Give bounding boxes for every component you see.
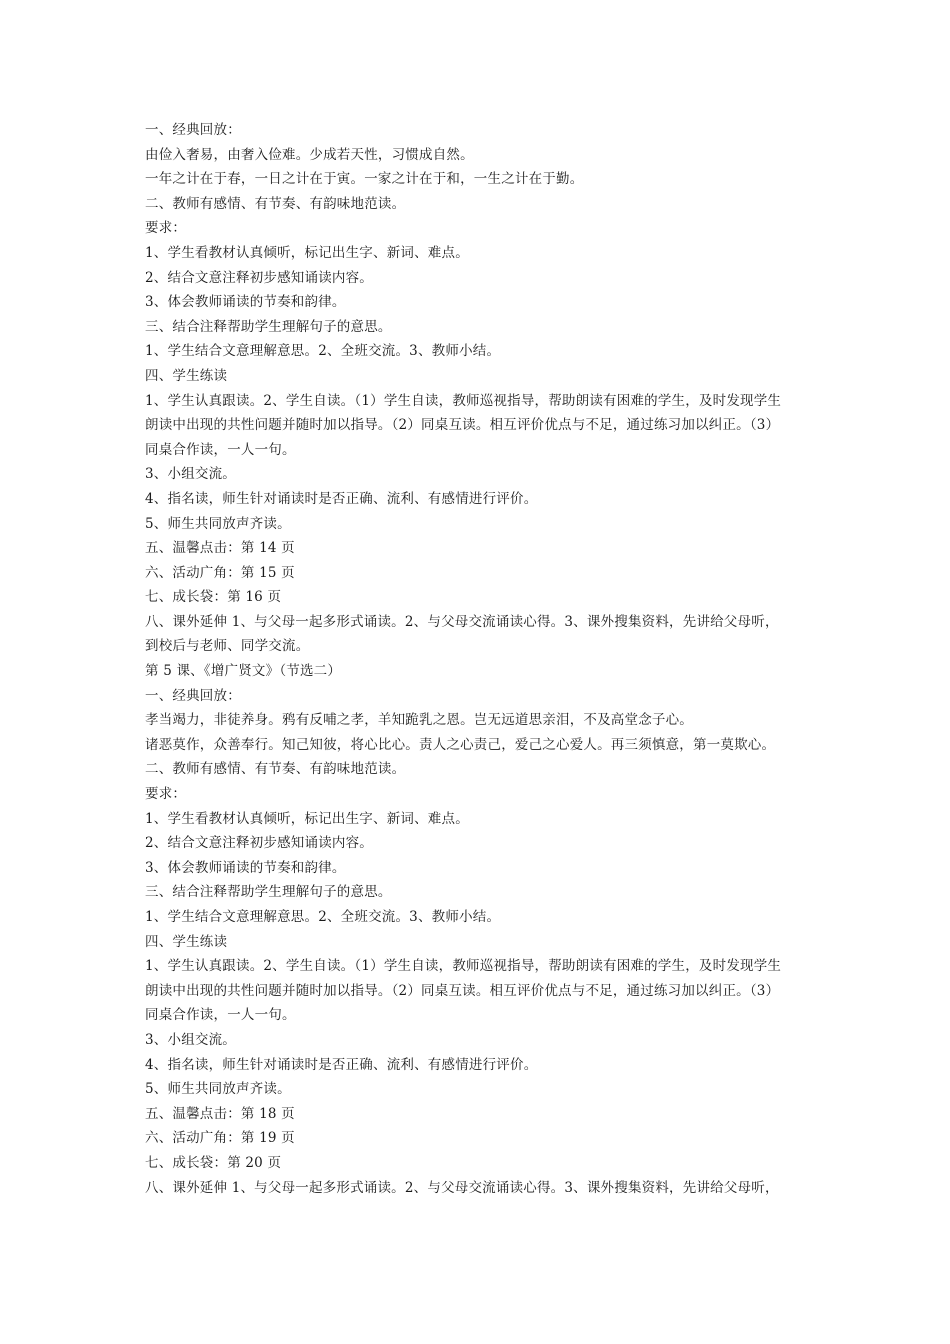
text-line: 一、经典回放：	[145, 687, 241, 704]
text-line: 一、经典回放：	[145, 122, 241, 138]
text-line: 1、学生结合文意理解意思。2、全班交流。3、教师小结。	[145, 343, 501, 360]
text-line: 七、成长袋：第 20 页	[145, 1154, 282, 1171]
text-line: 六、活动广角：第 15 页	[145, 564, 295, 581]
text-line: 5、师生共同放声齐读。	[145, 515, 291, 532]
text-line: 五、温馨点击：第 14 页	[145, 540, 295, 557]
text-line: 四、学生练读	[145, 367, 228, 384]
text-line: 要求：	[145, 220, 187, 237]
text-line: 到校后与老师、同学交流。	[145, 638, 310, 655]
text-line: 1、学生看教材认真倾听，标记出生字、新词、难点。	[145, 244, 469, 261]
text-line: 3、小组交流。	[145, 1031, 236, 1048]
text-line: 3、体会教师诵读的节奏和韵律。	[145, 294, 346, 311]
text-line: 3、小组交流。	[145, 466, 236, 483]
text-line: 1、学生认真跟读。2、学生自读。（1）学生自读，教师巡视指导，帮助朗读有困难的学生，及时发现学生	[145, 958, 782, 975]
text-line: 5、师生共同放声齐读。	[145, 1081, 291, 1098]
text-line: 七、成长袋：第 16 页	[145, 589, 282, 606]
text-line: 1、学生结合文意理解意思。2、全班交流。3、教师小结。	[145, 909, 501, 925]
text-line: 三、结合注释帮助学生理解句子的意思。	[145, 884, 392, 901]
document-body	[145, 118, 815, 1200]
text-line: 二、教师有感情、有节奏、有韵味地范读。	[145, 761, 406, 778]
text-line: 4、指名读，师生针对诵读时是否正确、流利、有感情进行评价。	[145, 490, 538, 507]
text-line: 八、课外延伸 1、与父母一起多形式诵读。2、与父母交流诵读心得。3、课外搜集资料，先讲给父母听，	[145, 1179, 779, 1196]
text-line: 1、学生看教材认真倾听，标记出生字、新词、难点。	[145, 810, 469, 827]
text-line: 五、温馨点击：第 18 页	[145, 1105, 295, 1122]
text-line: 六、活动广角：第 19 页	[145, 1130, 295, 1147]
text-line: 三、结合注释帮助学生理解句子的意思。	[145, 318, 392, 335]
text-line: 2、结合文意注释初步感知诵读内容。	[145, 269, 373, 286]
text-line: 八、课外延伸 1、与父母一起多形式诵读。2、与父母交流诵读心得。3、课外搜集资料，先讲给父母听，	[145, 613, 779, 630]
text-line: 4、指名读，师生针对诵读时是否正确、流利、有感情进行评价。	[145, 1056, 538, 1073]
text-line: 四、学生练读	[145, 933, 228, 950]
text-line: 同桌合作读，一人一句。	[145, 441, 296, 458]
text-line: 朗读中出现的共性问题并随时加以指导。（2）同桌互读。相互评价优点与不足，通过练习加以纠正。（3）	[145, 417, 780, 434]
text-line: 由俭入奢易，由奢入俭难。少成若天性，习惯成自然。	[145, 146, 474, 163]
text-line: 2、结合文意注释初步感知诵读内容。	[145, 835, 373, 852]
text-line: 1、学生认真跟读。2、学生自读。（1）学生自读，教师巡视指导，帮助朗读有困难的学生，及时发现学生	[145, 392, 782, 409]
text-line: 同桌合作读，一人一句。	[145, 1007, 296, 1024]
text-line: 孝当竭力，非徒养身。鸦有反哺之孝，羊知跪乳之恩。岂无远道思亲泪，不及高堂念子心。	[145, 712, 693, 729]
lesson-heading: 第 5 课、《增广贤文》（节选二）	[145, 663, 342, 680]
text-line: 一年之计在于春，一日之计在于寅。一家之计在于和，一生之计在于勤。	[145, 171, 584, 188]
text-line: 要求：	[145, 786, 187, 803]
text-line: 诸恶莫作，众善奉行。知己知彼，将心比心。责人之心责己，爱己之心爱人。再三须慎意，第一莫欺心。	[145, 736, 776, 753]
text-line: 朗读中出现的共性问题并随时加以指导。（2）同桌互读。相互评价优点与不足，通过练习加以纠正。（3）	[145, 982, 780, 999]
text-line: 3、体会教师诵读的节奏和韵律。	[145, 859, 346, 876]
text-line: 二、教师有感情、有节奏、有韵味地范读。	[145, 195, 406, 212]
